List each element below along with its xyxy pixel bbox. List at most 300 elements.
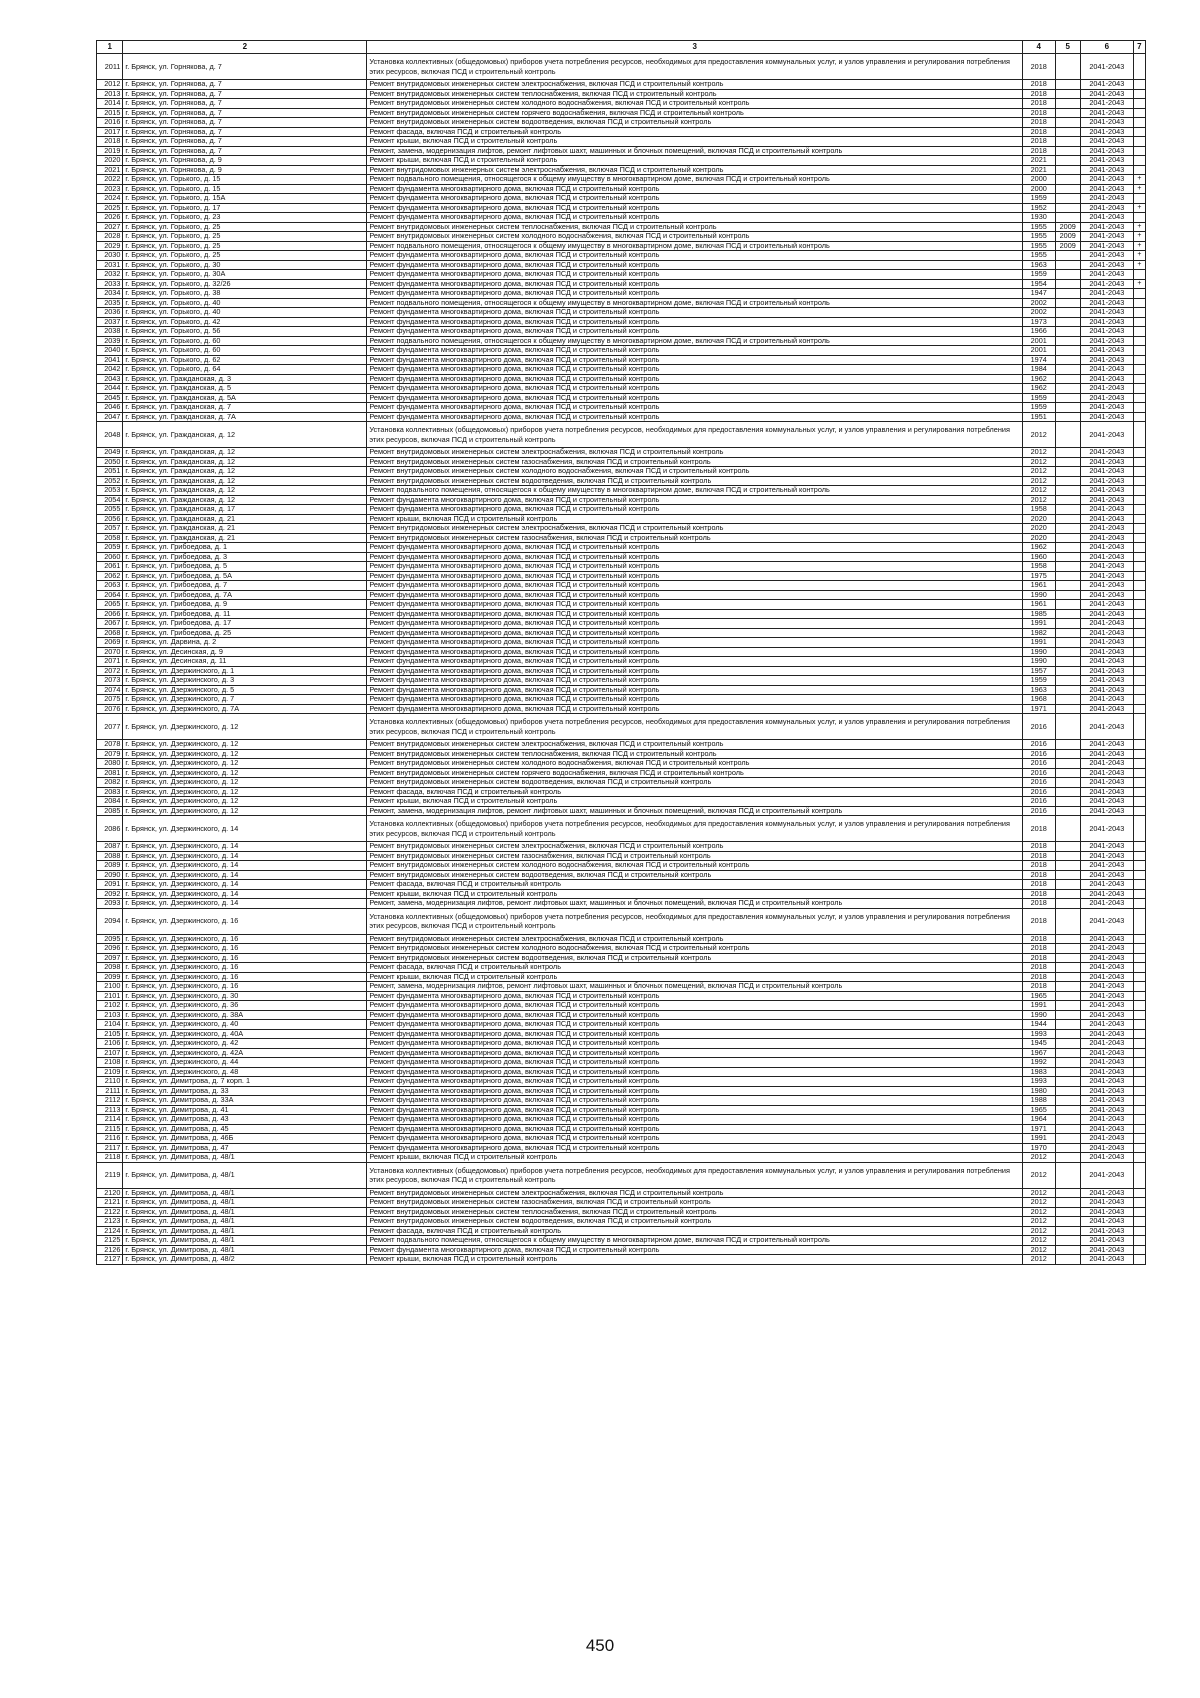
year-cell: 1960 [1022,552,1055,562]
year-cell: 1959 [1022,270,1055,280]
period-cell: 2041-2043 [1080,99,1133,109]
table-row [97,562,1146,572]
work-type-cell: Ремонт внутридомовых инженерных систем холодного водоснабжения, включая ПСД и строительный контроль [367,861,1023,871]
row-number: 2115 [97,1124,123,1134]
address-cell: г. Брянск, ул. Гражданская, д. 5 [123,384,367,394]
period-cell: 2041-2043 [1080,609,1133,619]
table-row [97,127,1146,137]
table-row [97,944,1146,954]
year-col5-cell [1055,1086,1080,1096]
work-type-cell: Ремонт внутридомовых инженерных систем водоотведения, включая ПСД и строительный контроль [367,118,1023,128]
address-cell: г. Брянск, ул. Грибоедова, д. 7А [123,590,367,600]
mark-cell [1133,1077,1145,1087]
year-cell: 2018 [1022,982,1055,992]
period-cell: 2041-2043 [1080,137,1133,147]
row-number: 2030 [97,251,123,261]
mark-cell [1133,1086,1145,1096]
year-cell: 2018 [1022,934,1055,944]
period-cell: 2041-2043 [1080,317,1133,327]
work-type-cell: Ремонт фундамента многоквартирного дома, включая ПСД и строительный контроль [367,289,1023,299]
table-row [97,1245,1146,1255]
period-cell: 2041-2043 [1080,899,1133,909]
year-cell: 1990 [1022,590,1055,600]
row-number: 2054 [97,495,123,505]
work-type-cell: Ремонт фундамента многоквартирного дома, включая ПСД и строительный контроль [367,495,1023,505]
mark-cell: + [1133,203,1145,213]
table-row [97,609,1146,619]
period-cell: 2041-2043 [1080,156,1133,166]
work-type-cell: Ремонт фундамента многоквартирного дома, включая ПСД и строительный контроль [367,355,1023,365]
year-cell: 2018 [1022,944,1055,954]
work-type-cell: Установка коллективных (общедомовых) приборов учета потребления ресурсов, необходимых для предоставления коммунальных услуг, и узлов управления и регулирования потребления этих ресурсов, включая ПСД и строительный контроль [367,54,1023,80]
address-cell: г. Брянск, ул. Димитрова, д. 33А [123,1096,367,1106]
address-cell: г. Брянск, ул. Горького, д. 62 [123,355,367,365]
year-cell: 1959 [1022,393,1055,403]
table-row [97,108,1146,118]
address-cell: г. Брянск, ул. Горького, д. 23 [123,213,367,223]
address-cell: г. Брянск, ул. Дзержинского, д. 40 [123,1020,367,1030]
year-cell: 1959 [1022,676,1055,686]
year-col5-cell [1055,118,1080,128]
row-number: 2085 [97,806,123,816]
address-cell: г. Брянск, ул. Горького, д. 64 [123,365,367,375]
work-type-cell: Ремонт фундамента многоквартирного дома, включая ПСД и строительный контроль [367,1096,1023,1106]
period-cell: 2041-2043 [1080,1207,1133,1217]
work-type-cell: Ремонт фундамента многоквартирного дома, включая ПСД и строительный контроль [367,279,1023,289]
year-col5-cell [1055,80,1080,90]
mark-cell: + [1133,175,1145,185]
mark-cell [1133,759,1145,769]
year-cell: 2012 [1022,486,1055,496]
table-row [97,749,1146,759]
address-cell: г. Брянск, ул. Дзержинского, д. 14 [123,899,367,909]
year-col5-cell [1055,1029,1080,1039]
row-number: 2020 [97,156,123,166]
mark-cell [1133,1188,1145,1198]
mark-cell [1133,571,1145,581]
mark-cell [1133,355,1145,365]
year-cell: 2018 [1022,861,1055,871]
address-cell: г. Брянск, ул. Гражданская, д. 12 [123,486,367,496]
mark-cell [1133,384,1145,394]
table-row [97,54,1146,80]
period-cell: 2041-2043 [1080,1162,1133,1188]
work-type-cell: Ремонт фундамента многоквартирного дома, включая ПСД и строительный контроль [367,695,1023,705]
period-cell: 2041-2043 [1080,1226,1133,1236]
period-cell: 2041-2043 [1080,327,1133,337]
table-row [97,279,1146,289]
row-number: 2058 [97,533,123,543]
address-cell: г. Брянск, ул. Дзержинского, д. 14 [123,816,367,842]
address-cell: г. Брянск, ул. Грибоедова, д. 11 [123,609,367,619]
year-cell: 1959 [1022,194,1055,204]
work-type-cell: Ремонт фундамента многоквартирного дома, включая ПСД и строительный контроль [367,991,1023,1001]
year-col5-cell [1055,1039,1080,1049]
table-row [97,1188,1146,1198]
year-col5-cell [1055,628,1080,638]
work-type-cell: Ремонт подвального помещения, относящегося к общему имуществу в многоквартирном доме, включая ПСД и строительный контроль [367,336,1023,346]
period-cell: 2041-2043 [1080,842,1133,852]
row-number: 2093 [97,899,123,909]
work-type-cell: Ремонт фундамента многоквартирного дома, включая ПСД и строительный контроль [367,1029,1023,1039]
row-number: 2062 [97,571,123,581]
row-number: 2102 [97,1001,123,1011]
mark-cell [1133,1039,1145,1049]
work-type-cell: Ремонт фундамента многоквартирного дома, включая ПСД и строительный контроль [367,676,1023,686]
work-type-cell: Установка коллективных (общедомовых) приборов учета потребления ресурсов, необходимых для предоставления коммунальных услуг, и узлов управления и регулирования потребления этих ресурсов, включая ПСД и строительный контроль [367,714,1023,740]
table-row [97,1217,1146,1227]
year-cell: 1962 [1022,374,1055,384]
year-cell: 1944 [1022,1020,1055,1030]
year-cell: 1945 [1022,1039,1055,1049]
period-cell: 2041-2043 [1080,806,1133,816]
period-cell: 2041-2043 [1080,533,1133,543]
table-row [97,600,1146,610]
year-cell: 1971 [1022,1124,1055,1134]
period-cell: 2041-2043 [1080,638,1133,648]
year-cell: 1971 [1022,704,1055,714]
address-cell: г. Брянск, ул. Димитрова, д. 48/1 [123,1153,367,1163]
mark-cell [1133,581,1145,591]
address-cell: г. Брянск, ул. Дзержинского, д. 44 [123,1058,367,1068]
table-row [97,1048,1146,1058]
period-cell: 2041-2043 [1080,346,1133,356]
row-number: 2097 [97,953,123,963]
work-type-cell: Ремонт крыши, включая ПСД и строительный контроль [367,889,1023,899]
address-cell: г. Брянск, ул. Гражданская, д. 17 [123,505,367,515]
year-col5-cell: 2009 [1055,241,1080,251]
table-row [97,880,1146,890]
year-cell: 1966 [1022,327,1055,337]
address-cell: г. Брянск, ул. Горького, д. 15А [123,194,367,204]
address-cell: г. Брянск, ул. Дзержинского, д. 1 [123,666,367,676]
year-col5-cell [1055,1198,1080,1208]
row-number: 2098 [97,963,123,973]
table-row [97,991,1146,1001]
year-cell: 2018 [1022,816,1055,842]
mark-cell [1133,1245,1145,1255]
period-cell: 2041-2043 [1080,374,1133,384]
row-number: 2031 [97,260,123,270]
period-cell: 2041-2043 [1080,251,1133,261]
table-row [97,1115,1146,1125]
address-cell: г. Брянск, ул. Димитрова, д. 41 [123,1105,367,1115]
period-cell: 2041-2043 [1080,571,1133,581]
period-cell: 2041-2043 [1080,213,1133,223]
year-cell: 1955 [1022,251,1055,261]
year-cell: 2012 [1022,1207,1055,1217]
table-row [97,1096,1146,1106]
year-col5-cell [1055,778,1080,788]
mark-cell [1133,1143,1145,1153]
address-cell: г. Брянск, ул. Дзержинского, д. 12 [123,787,367,797]
work-type-cell: Ремонт фундамента многоквартирного дома, включая ПСД и строительный контроль [367,505,1023,515]
address-cell: г. Брянск, ул. Дзержинского, д. 12 [123,806,367,816]
mark-cell [1133,1124,1145,1134]
period-cell: 2041-2043 [1080,203,1133,213]
address-cell: г. Брянск, ул. Дзержинского, д. 16 [123,908,367,934]
year-cell: 1952 [1022,203,1055,213]
work-type-cell: Ремонт фундамента многоквартирного дома, включая ПСД и строительный контроль [367,251,1023,261]
row-number: 2014 [97,99,123,109]
row-number: 2011 [97,54,123,80]
row-number: 2063 [97,581,123,591]
period-cell: 2041-2043 [1080,118,1133,128]
mark-cell: + [1133,184,1145,194]
period-cell: 2041-2043 [1080,759,1133,769]
period-cell: 2041-2043 [1080,279,1133,289]
address-cell: г. Брянск, ул. Гражданская, д. 21 [123,524,367,534]
work-type-cell: Ремонт фундамента многоквартирного дома, включая ПСД и строительный контроль [367,317,1023,327]
address-cell: г. Брянск, ул. Грибоедова, д. 3 [123,552,367,562]
table-row [97,393,1146,403]
address-cell: г. Брянск, ул. Дзержинского, д. 42 [123,1039,367,1049]
address-cell: г. Брянск, ул. Дарвина, д. 2 [123,638,367,648]
year-col5-cell [1055,251,1080,261]
year-col5-cell [1055,695,1080,705]
mark-cell [1133,467,1145,477]
year-col5-cell [1055,422,1080,448]
header-cell: 3 [367,41,1023,54]
work-type-cell: Ремонт внутридомовых инженерных систем теплоснабжения, включая ПСД и строительный контроль [367,89,1023,99]
period-cell: 2041-2043 [1080,1029,1133,1039]
row-number: 2084 [97,797,123,807]
address-cell: г. Брянск, ул. Гражданская, д. 7 [123,403,367,413]
year-cell: 2016 [1022,768,1055,778]
table-row [97,403,1146,413]
table-row [97,384,1146,394]
mark-cell [1133,543,1145,553]
address-cell: г. Брянск, ул. Димитрова, д. 48/1 [123,1198,367,1208]
year-col5-cell [1055,714,1080,740]
address-cell: г. Брянск, ул. Дзержинского, д. 14 [123,861,367,871]
address-cell: г. Брянск, ул. Гражданская, д. 12 [123,495,367,505]
period-cell: 2041-2043 [1080,146,1133,156]
year-col5-cell [1055,393,1080,403]
mark-cell [1133,533,1145,543]
work-type-cell: Ремонт фасада, включая ПСД и строительный контроль [367,1226,1023,1236]
work-type-cell: Установка коллективных (общедомовых) приборов учета потребления ресурсов, необходимых для предоставления коммунальных услуг, и узлов управления и регулирования потребления этих ресурсов, включая ПСД и строительный контроль [367,908,1023,934]
mark-cell [1133,89,1145,99]
address-cell: г. Брянск, ул. Дзержинского, д. 12 [123,768,367,778]
table-row [97,495,1146,505]
row-number: 2119 [97,1162,123,1188]
row-number: 2118 [97,1153,123,1163]
mark-cell: + [1133,241,1145,251]
year-cell: 1991 [1022,1134,1055,1144]
table-row [97,619,1146,629]
table-row [97,203,1146,213]
mark-cell [1133,740,1145,750]
year-col5-cell [1055,638,1080,648]
row-number: 2056 [97,514,123,524]
year-cell: 2012 [1022,1162,1055,1188]
address-cell: г. Брянск, ул. Димитрова, д. 48/1 [123,1226,367,1236]
period-cell: 2041-2043 [1080,657,1133,667]
work-type-cell: Ремонт внутридомовых инженерных систем газоснабжения, включая ПСД и строительный контроль [367,1198,1023,1208]
year-col5-cell [1055,787,1080,797]
work-type-cell: Ремонт фундамента многоквартирного дома, включая ПСД и строительный контроль [367,562,1023,572]
period-cell: 2041-2043 [1080,241,1133,251]
row-number: 2060 [97,552,123,562]
mark-cell [1133,1096,1145,1106]
year-col5-cell [1055,647,1080,657]
year-col5-cell [1055,486,1080,496]
mark-cell [1133,156,1145,166]
work-type-cell: Ремонт внутридомовых инженерных систем водоотведения, включая ПСД и строительный контроль [367,1217,1023,1227]
table-row [97,89,1146,99]
work-type-cell: Ремонт фундамента многоквартирного дома, включая ПСД и строительный контроль [367,346,1023,356]
period-cell: 2041-2043 [1080,1020,1133,1030]
address-cell: г. Брянск, ул. Горького, д. 30А [123,270,367,280]
year-col5-cell [1055,944,1080,954]
year-col5-cell [1055,797,1080,807]
work-type-cell: Ремонт фасада, включая ПСД и строительный контроль [367,787,1023,797]
address-cell: г. Брянск, ул. Гражданская, д. 5А [123,393,367,403]
year-col5-cell [1055,1067,1080,1077]
row-number: 2050 [97,457,123,467]
row-number: 2032 [97,270,123,280]
year-col5-cell [1055,870,1080,880]
period-cell: 2041-2043 [1080,89,1133,99]
year-cell: 1991 [1022,619,1055,629]
table-row [97,412,1146,422]
work-type-cell: Ремонт фундамента многоквартирного дома, включая ПСД и строительный контроль [367,203,1023,213]
year-col5-cell [1055,1226,1080,1236]
year-cell: 1962 [1022,543,1055,553]
address-cell: г. Брянск, ул. Горнякова, д. 7 [123,108,367,118]
work-type-cell: Ремонт внутридомовых инженерных систем теплоснабжения, включая ПСД и строительный контроль [367,1207,1023,1217]
row-number: 2095 [97,934,123,944]
year-cell: 1993 [1022,1029,1055,1039]
address-cell: г. Брянск, ул. Горького, д. 56 [123,327,367,337]
year-col5-cell [1055,137,1080,147]
year-cell: 2012 [1022,1226,1055,1236]
table-row [97,1255,1146,1265]
table-row [97,759,1146,769]
work-type-cell: Ремонт внутридомовых инженерных систем теплоснабжения, включая ПСД и строительный контроль [367,222,1023,232]
address-cell: г. Брянск, ул. Горнякова, д. 7 [123,99,367,109]
table-row [97,1077,1146,1087]
year-col5-cell [1055,806,1080,816]
table-row [97,524,1146,534]
work-type-cell: Ремонт крыши, включая ПСД и строительный контроль [367,972,1023,982]
row-number: 2047 [97,412,123,422]
year-cell: 1957 [1022,666,1055,676]
year-col5-cell [1055,156,1080,166]
mark-cell [1133,99,1145,109]
year-col5-cell [1055,1115,1080,1125]
mark-cell: + [1133,232,1145,242]
address-cell: г. Брянск, ул. Горького, д. 15 [123,184,367,194]
work-type-cell: Ремонт фундамента многоквартирного дома, включая ПСД и строительный контроль [367,412,1023,422]
row-number: 2087 [97,842,123,852]
year-cell: 2012 [1022,422,1055,448]
mark-cell [1133,908,1145,934]
year-cell: 1980 [1022,1086,1055,1096]
year-cell: 1959 [1022,403,1055,413]
row-number: 2088 [97,851,123,861]
address-cell: г. Брянск, ул. Дзержинского, д. 14 [123,880,367,890]
period-cell: 2041-2043 [1080,232,1133,242]
table-row [97,184,1146,194]
work-type-cell: Ремонт фундамента многоквартирного дома, включая ПСД и строительный контроль [367,1048,1023,1058]
mark-cell [1133,1134,1145,1144]
address-cell: г. Брянск, ул. Горького, д. 25 [123,222,367,232]
table-row [97,260,1146,270]
row-number: 2064 [97,590,123,600]
year-col5-cell [1055,991,1080,1001]
year-col5-cell [1055,184,1080,194]
mark-cell [1133,194,1145,204]
work-type-cell: Ремонт внутридомовых инженерных систем теплоснабжения, включая ПСД и строительный контроль [367,749,1023,759]
work-type-cell: Ремонт фасада, включая ПСД и строительный контроль [367,963,1023,973]
year-cell: 1958 [1022,562,1055,572]
table-row [97,1067,1146,1077]
year-col5-cell [1055,213,1080,223]
year-col5-cell [1055,89,1080,99]
mark-cell [1133,806,1145,816]
work-type-cell: Ремонт фундамента многоквартирного дома, включая ПСД и строительный контроль [367,1001,1023,1011]
year-col5-cell [1055,1255,1080,1265]
address-cell: г. Брянск, ул. Грибоедова, д. 7 [123,581,367,591]
mark-cell [1133,495,1145,505]
work-type-cell: Ремонт внутридомовых инженерных систем холодного водоснабжения, включая ПСД и строительный контроль [367,467,1023,477]
address-cell: г. Брянск, ул. Горького, д. 38 [123,289,367,299]
mark-cell [1133,486,1145,496]
mark-cell: + [1133,251,1145,261]
work-type-cell: Ремонт фундамента многоквартирного дома, включая ПСД и строительный контроль [367,619,1023,629]
work-type-cell: Ремонт подвального помещения, относящегося к общему имуществу в многоквартирном доме, включая ПСД и строительный контроль [367,486,1023,496]
period-cell: 2041-2043 [1080,1067,1133,1077]
period-cell: 2041-2043 [1080,80,1133,90]
address-cell: г. Брянск, ул. Горнякова, д. 7 [123,89,367,99]
period-cell: 2041-2043 [1080,486,1133,496]
year-col5-cell [1055,1001,1080,1011]
address-cell: г. Брянск, ул. Дзержинского, д. 14 [123,842,367,852]
work-type-cell: Ремонт фундамента многоквартирного дома, включая ПСД и строительный контроль [367,1020,1023,1030]
header-cell: 5 [1055,41,1080,54]
year-cell: 1965 [1022,1105,1055,1115]
row-number: 2015 [97,108,123,118]
table-row [97,1207,1146,1217]
work-type-cell: Ремонт фундамента многоквартирного дома, включая ПСД и строительный контроль [367,184,1023,194]
period-cell: 2041-2043 [1080,127,1133,137]
year-cell: 2012 [1022,1217,1055,1227]
year-cell: 1930 [1022,213,1055,223]
year-cell: 2018 [1022,137,1055,147]
row-number: 2096 [97,944,123,954]
year-cell: 2001 [1022,336,1055,346]
table-row [97,213,1146,223]
period-cell: 2041-2043 [1080,963,1133,973]
table-row [97,374,1146,384]
row-number: 2052 [97,476,123,486]
row-number: 2051 [97,467,123,477]
year-col5-cell [1055,336,1080,346]
table-row [97,816,1146,842]
mark-cell [1133,422,1145,448]
work-type-cell: Ремонт фасада, включая ПСД и строительный контроль [367,880,1023,890]
table-row [97,1162,1146,1188]
address-cell: г. Брянск, ул. Дзержинского, д. 16 [123,982,367,992]
table-row [97,486,1146,496]
address-cell: г. Брянск, ул. Горького, д. 42 [123,317,367,327]
period-cell: 2041-2043 [1080,1236,1133,1246]
address-cell: г. Брянск, ул. Горнякова, д. 7 [123,127,367,137]
year-col5-cell [1055,934,1080,944]
period-cell: 2041-2043 [1080,365,1133,375]
